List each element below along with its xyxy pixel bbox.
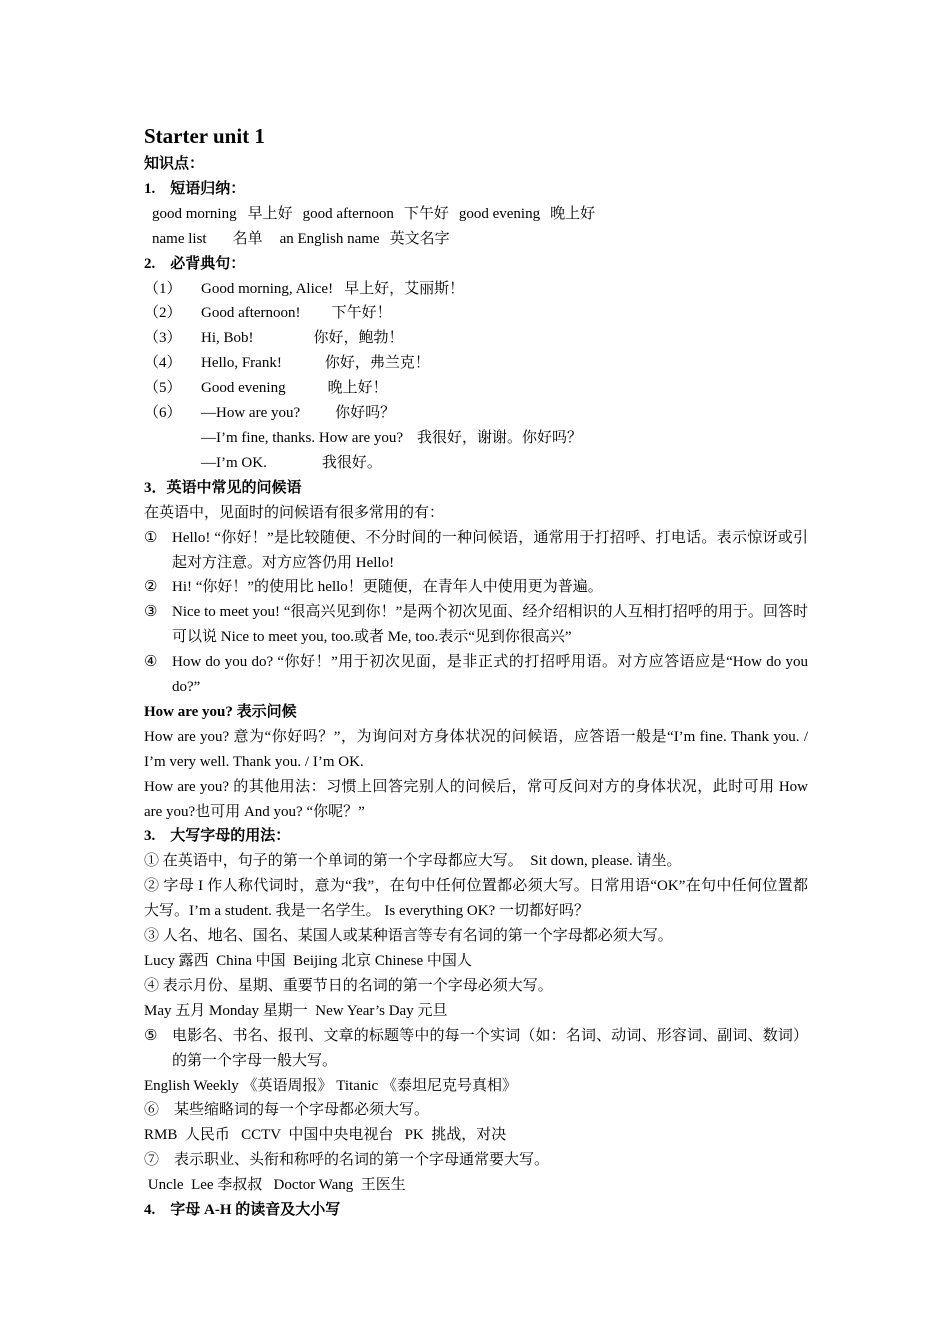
capital-rule: ② 字母 I 作人称代词时，意为“我”，在句中任何位置都必须大写。日常用语“OK”在句中任何位置都大写。I’m a student. 我是一名学生。 Is everything OK? 一切都好吗？ (144, 878, 808, 920)
phrase-line-2 (144, 227, 808, 252)
greetings-intro: 在英语中，见面时的问候语有很多常用的有： (144, 504, 445, 521)
capital-rule: ⑦ 表示职业、头衔和称呼的名词的第一个字母通常要大写。 (144, 1152, 550, 1169)
section-phrases-heading: 1. 短语归纳： (144, 180, 246, 197)
document-page (144, 120, 808, 1223)
phrase-cn: 名单 (232, 230, 263, 247)
sentence-item: （6） —How are you? 你好吗？ (144, 405, 396, 422)
phrase-cn: 英文名字 (389, 230, 450, 247)
phrase-cn: 下午好 (403, 205, 449, 222)
phrase-cn: 早上好 (247, 205, 293, 222)
sentence-item: （5） Good evening 晚上好！ (144, 380, 388, 397)
how-are-you-other-usage: How are you? 的其他用法：习惯上回答完别人的问候后，常可反问对方的身体状况，此时可用 How are you?也可用 And you? “你呢？” (144, 778, 808, 820)
capital-example: Lucy 露西 China 中国 Beijing 北京 Chinese 中国人 (144, 953, 472, 969)
capital-example: May 五月 Monday 星期一 New Year’s Day 元旦 (144, 1002, 448, 1019)
capital-rule: ③ 人名、地名、国名、某国人或某种语言等专有名词的第一个字母都必须大写。 (144, 928, 673, 945)
capital-rule: ④ 表示月份、星期、重要节日的名词的第一个字母必须大写。 (144, 977, 553, 994)
phrase: good evening (458, 205, 541, 222)
greeting-item: ③ Nice to meet you! “很高兴见到你！”是两个初次见面、经介绍相识的人互相打招呼的用于。回答时可以说 Nice to meet you, too.或者 Me, too.表示“见到你很高兴” (144, 604, 808, 646)
capital-example: RMB 人民币 CCTV 中国中央电视台 PK 挑战，对决 (144, 1127, 507, 1144)
greeting-item: ④ How do you do? “你好！”用于初次见面，是非正式的打招呼用语。对方应答语应是“How do you do?” (144, 654, 808, 696)
capital-example: Uncle Lee 李叔叔 Doctor Wang 王医生 (144, 1177, 406, 1194)
sentence-item: （4） Hello, Frank! 你好，弗兰克！ (144, 355, 430, 372)
sentence-item: （3） Hi, Bob! 你好，鲍勃！ (144, 330, 404, 347)
phrase: name list (152, 230, 207, 247)
capital-rule: ① 在英语中，句子的第一个单词的第一个字母都应大写。 Sit down, please. 请坐。 (144, 853, 682, 870)
dialog-line: —I’m OK. 我很好。 (201, 454, 382, 471)
how-are-you-heading: How are you? 表示问候 (144, 703, 297, 720)
phrase: good afternoon (302, 205, 394, 222)
section-sentences-heading: 2. 必背典句： (144, 255, 246, 272)
phrase: an English name (279, 230, 380, 247)
capital-example: English Weekly 《英语周报》 Titanic 《泰坦尼克号真相》 (144, 1077, 517, 1094)
knowledge-label: 知识点： (144, 156, 205, 172)
phrase-line-1 (144, 202, 808, 227)
page-title: Starter unit 1 (144, 124, 265, 148)
greeting-item: ② Hi! “你好！”的使用比 hello！更随便，在青年人中使用更为普遍。 (144, 579, 603, 596)
section-letters-heading: 4. 字母 A-H 的读音及大小写 (144, 1202, 341, 1219)
sentence-item: （2） Good afternoon! 下午好！ (144, 305, 392, 322)
phrase-cn: 晚上好 (550, 205, 596, 222)
capital-rule: ⑤ 电影名、书名、报刊、文章的标题等中的每一个实词（如：名词、动词、形容词、副词、数词）的第一个字母一般大写。 (144, 1027, 808, 1069)
sentence-item: （1） Good morning, Alice! 早上好，艾丽斯！ (144, 280, 465, 297)
phrase: good morning (152, 205, 237, 222)
section-greetings-heading: 3．英语中常见的问候语 (144, 479, 302, 496)
greeting-item: ① Hello! “你好！”是比较随便、不分时间的一种问候语，通常用于打招呼、打电话。表示惊讶或引起对方注意。对方应答仍用 Hello! (144, 529, 808, 571)
capital-rule: ⑥ 某些缩略词的每一个字母都必须大写。 (144, 1102, 430, 1119)
dialog-line: —I’m fine, thanks. How are you? 我很好，谢谢。你好吗？ (201, 429, 583, 446)
section-capitals-heading: 3. 大写字母的用法： (144, 828, 291, 845)
how-are-you-paragraph: How are you? 意为“你好吗？”，为询问对方身体状况的问候语，应答语一般是“I’m fine. Thank you. / I’m very well. Thank you. / I’m OK. (144, 728, 808, 770)
